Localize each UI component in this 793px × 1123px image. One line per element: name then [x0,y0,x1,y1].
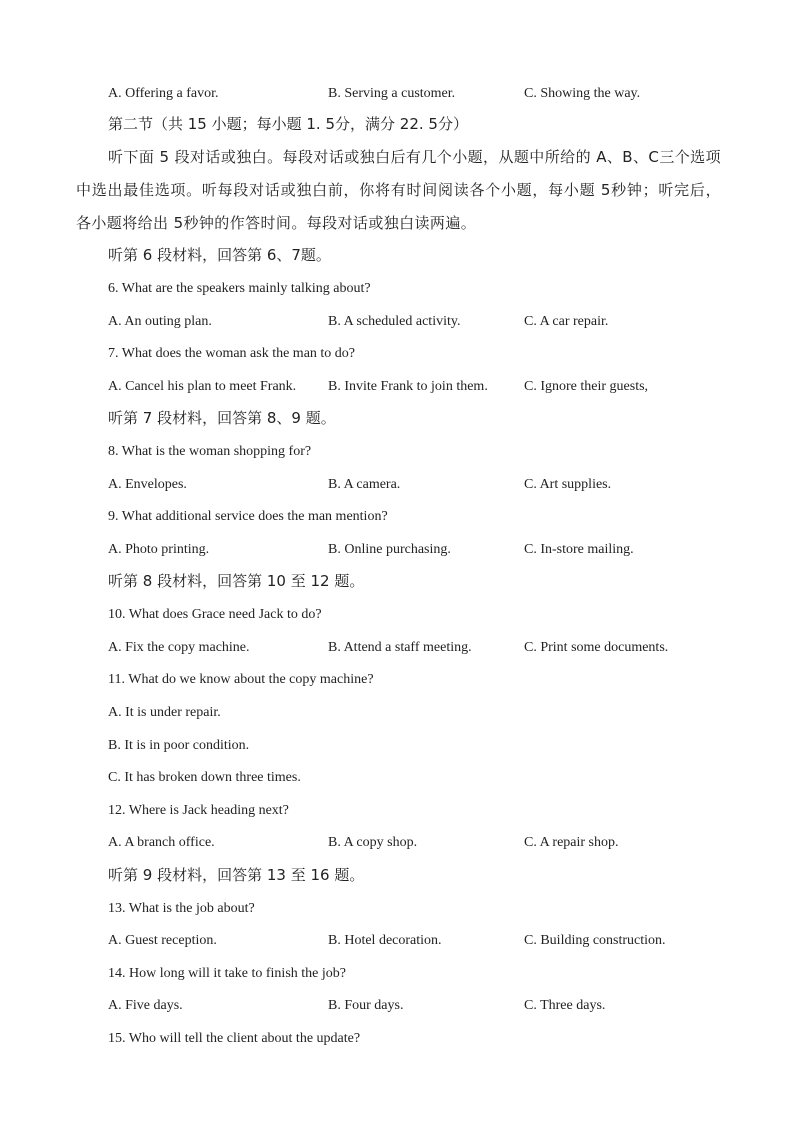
q8-option-a: A. Envelopes. [108,477,187,492]
q9-option-c: C. In-store mailing. [524,542,634,557]
q14-option-b: B. Four days. [328,998,404,1013]
material-8-header: 听第 8 段材料，回答第 10 至 12 题。 [108,572,365,590]
q7-option-a: A. Cancel his plan to meet Frank. [108,379,297,394]
q13-stem: 13. What is the job about? [108,901,255,916]
q11-option-c: C. It has broken down three times. [108,770,301,785]
q12-option-a: A. A branch office. [108,835,215,850]
q14-option-a: A. Five days. [108,998,183,1013]
q12-option-c: C. A repair shop. [524,835,619,850]
q7-option-b: B. Invite Frank to join them. [328,379,488,394]
q14-stem: 14. How long will it take to finish the job? [108,966,346,981]
q6-option-c: C. A car repair. [524,314,609,329]
q6-option-a: A. An outing plan. [108,314,212,329]
q12-option-b: B. A copy shop. [328,835,418,850]
q11-stem: 11. What do we know about the copy machine? [108,672,374,687]
section2-title: 第二节（共 15 小题；每小题 1. 5分，满分 22. 5分） [108,115,468,133]
q9-stem: 9. What additional service does the man mention? [108,509,388,524]
q10-option-c: C. Print some documents. [524,640,669,655]
q8-option-c: C. Art supplies. [524,477,612,492]
q13-option-c: C. Building construction. [524,933,666,948]
q13-option-a: A. Guest reception. [108,933,217,948]
q15-stem: 15. Who will tell the client about the update? [108,1031,361,1046]
q11-option-b: B. It is in poor condition. [108,738,250,753]
q8-option-b: B. A camera. [328,477,401,492]
q8-stem: 8. What is the woman shopping for? [108,444,312,459]
q10-option-b: B. Attend a staff meeting. [328,640,472,655]
q10-stem: 10. What does Grace need Jack to do? [108,607,322,622]
material-6-header: 听第 6 段材料，回答第 6、7题。 [108,246,331,264]
q12-stem: 12. Where is Jack heading next? [108,803,289,818]
q5-option-a: A. Offering a favor. [108,86,219,101]
q5-option-c: C. Showing the way. [524,86,641,101]
section2-instructions: 听下面 5 段对话或独白。每段对话或独白后有几个小题，从题中所给的 A、B、C三个选项中选出最佳选项。听每段对话或独白前，你将有时间阅读各个小题，每小题 5秒钟；听完后，各小题将给出 5秒钟的作答时间。每段对话或独白读两遍。 [76,148,721,232]
material-7-header: 听第 7 段材料，回答第 8、9 题。 [108,409,336,427]
q5-option-b: B. Serving a customer. [328,86,456,101]
q11-option-a: A. It is under repair. [108,705,221,720]
q6-stem: 6. What are the speakers mainly talking about? [108,281,371,296]
q9-option-b: B. Online purchasing. [328,542,451,557]
q9-option-a: A. Photo printing. [108,542,210,557]
q13-option-b: B. Hotel decoration. [328,933,442,948]
q14-option-c: C. Three days. [524,998,606,1013]
q7-option-c: C. Ignore their guests, [524,379,649,394]
q10-option-a: A. Fix the copy machine. [108,640,250,655]
q7-stem: 7. What does the woman ask the man to do? [108,346,356,361]
material-9-header: 听第 9 段材料，回答第 13 至 16 题。 [108,866,365,884]
q6-option-b: B. A scheduled activity. [328,314,461,329]
